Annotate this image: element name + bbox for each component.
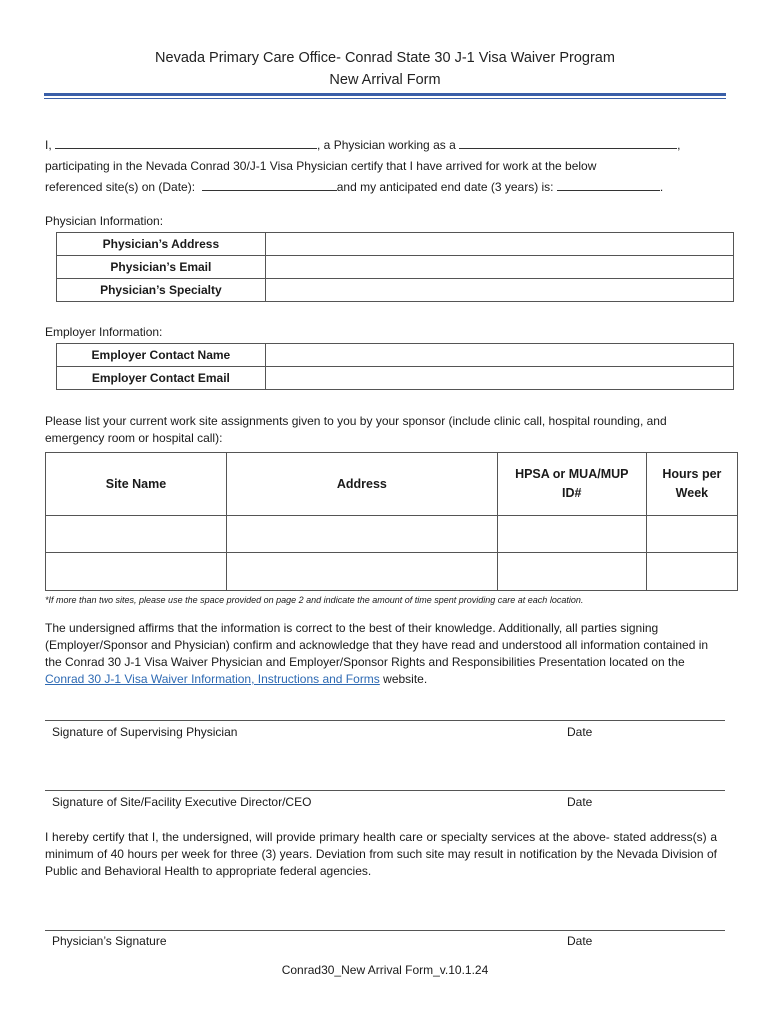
supervising-date-label: Date <box>567 725 593 739</box>
employer-info-table <box>56 343 734 390</box>
employer-contact-email-field[interactable] <box>265 367 733 390</box>
arrival-date-blank[interactable] <box>202 179 337 191</box>
site-1-name-cell[interactable] <box>46 516 227 553</box>
physician-email-field[interactable] <box>265 256 733 279</box>
supervising-signature-label: Signature of Supervising Physician <box>52 725 238 739</box>
site-1-hours-cell[interactable] <box>646 516 737 553</box>
sites-table <box>45 452 738 591</box>
employer-contact-name-field[interactable] <box>265 344 733 367</box>
hours-header: Hours per Week <box>646 453 737 516</box>
physician-role-blank[interactable] <box>459 137 677 149</box>
end-date-blank[interactable] <box>557 179 660 191</box>
certification-paragraph: I hereby certify that I, the undersigned, will provide primary health care or specialty services at the above- stated address(s) a minimum of 40 hours per week for three (3) years. Deviation from such site may result in notification by the Nevada Division of Public and Behavioral Health to appropriate federal agencies. <box>45 830 717 878</box>
physician-specialty-field[interactable] <box>265 279 733 302</box>
employer-contact-name-label: Employer Contact Name <box>57 344 266 367</box>
site-2-address-cell[interactable] <box>226 553 497 591</box>
affirmation-text: website. <box>379 672 428 686</box>
physician-date-label: Date <box>567 934 593 948</box>
physician-address-label: Physician’s Address <box>57 233 266 256</box>
supervising-signature-line[interactable] <box>45 720 725 721</box>
intro-line-1 <box>45 137 730 154</box>
executive-date-label: Date <box>567 795 593 809</box>
site-name-header: Site Name <box>46 453 227 516</box>
site-2-name-cell[interactable] <box>46 553 227 591</box>
site-2-hours-cell[interactable] <box>646 553 737 591</box>
intro-line-2: participating in the Nevada Conrad 30/J-1 Visa Physician certify that I have arrived for work at the below <box>45 159 597 173</box>
physician-info-label: Physician Information: <box>45 214 164 228</box>
executive-signature-label: Signature of Site/Facility Executive Director/CEO <box>52 795 312 809</box>
affirmation-text: The undersigned affirms that the information is correct to the best of their knowledge. Additionally, all parties signing (Employer/Sponsor and Physician) confirm and acknowledge that they have read and understood all information contained in the Conrad 30 J-1 Visa Waiver Physician and Employer/Sponsor Rights and Responsibilities Presentation located on the <box>45 621 709 669</box>
intro-text: . <box>659 180 664 194</box>
site-1-address-cell[interactable] <box>226 516 497 553</box>
employer-contact-email-label: Employer Contact Email <box>57 367 266 390</box>
physician-address-field[interactable] <box>265 233 733 256</box>
physician-email-label: Physician’s Email <box>57 256 266 279</box>
affirmation-paragraph <box>45 620 717 688</box>
physician-signature-line[interactable] <box>45 930 725 931</box>
address-header: Address <box>226 453 497 516</box>
hpsa-header: HPSA or MUA/MUP ID# <box>497 453 646 516</box>
site-2-hpsa-cell[interactable] <box>497 553 646 591</box>
sites-footnote: *If more than two sites, please use the space provided on page 2 and indicate the amount of time spent providing care at each location. <box>45 595 584 605</box>
form-version-footer: Conrad30_New Arrival Form_v.10.1.24 <box>281 963 489 977</box>
form-subtitle: New Arrival Form <box>329 72 441 88</box>
intro-text: , <box>677 138 681 152</box>
header-rule-thin <box>44 98 726 99</box>
header-rule <box>44 93 726 96</box>
intro-text: and my anticipated end date (3 years) is: <box>336 180 557 194</box>
conrad-info-link[interactable]: Conrad 30 J-1 Visa Waiver Information, Instructions and Forms <box>45 672 380 686</box>
physician-info-table <box>56 232 734 302</box>
intro-text: , a Physician working as a <box>317 138 460 152</box>
form-title: Nevada Primary Care Office- Conrad State 30 J-1 Visa Waiver Program <box>155 50 615 66</box>
intro-line-3 <box>45 179 730 196</box>
intro-text: I, <box>45 138 56 152</box>
intro-text: referenced site(s) on (Date): <box>45 180 196 194</box>
site-1-hpsa-cell[interactable] <box>497 516 646 553</box>
physician-name-blank[interactable] <box>55 137 317 149</box>
physician-signature-label: Physician’s Signature <box>52 934 167 948</box>
employer-info-label: Employer Information: <box>45 325 163 339</box>
executive-signature-line[interactable] <box>45 790 725 791</box>
physician-specialty-label: Physician’s Specialty <box>57 279 266 302</box>
sites-instructions: Please list your current work site assignments given to you by your sponsor (include clinic call, hospital rounding, and emergency room or hospital call): <box>45 414 667 445</box>
